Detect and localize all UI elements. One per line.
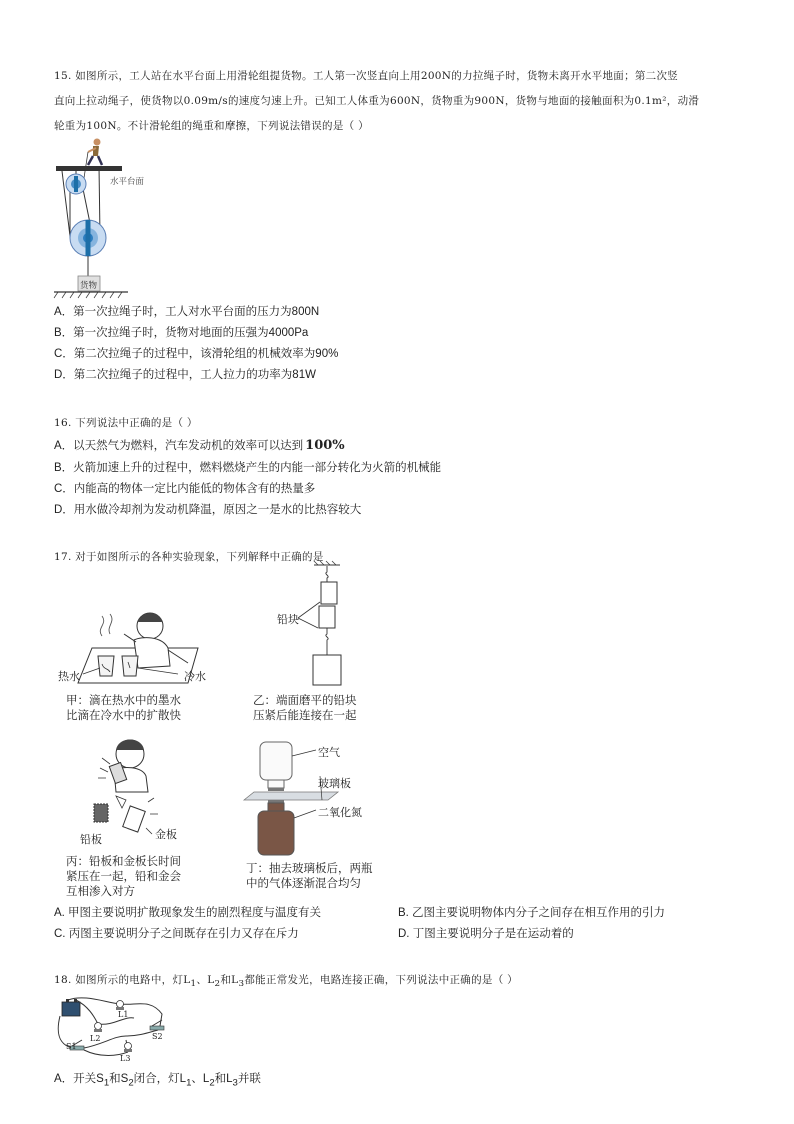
q18-label-l1: L1	[118, 1010, 129, 1019]
q15-option-d[interactable]: D．第二次拉绳子的过程中，工人拉力的功率为81W	[54, 369, 316, 381]
q15-line1: 15. 如图所示，工人站在水平台面上用滑轮组提货物。工人第一次竖直向上用200N的力拉绳子时，货物未离开水平地面；第二次竖	[54, 70, 679, 82]
q17-option-a[interactable]: A. 甲图主要说明扩散现象发生的剧烈程度与温度有关	[54, 907, 322, 919]
q17-cold-water-label: 冷水	[184, 670, 206, 683]
q15-cargo-label: 货物	[80, 281, 98, 291]
q18-label-s2: S2	[152, 1032, 163, 1041]
q16-option-a[interactable]: A．以天然气为燃料，汽车发动机的效率可以达到 100%	[54, 438, 345, 453]
q17-glass-label: 玻璃板	[318, 777, 351, 790]
q15-option-a[interactable]: A．第一次拉绳子时，工人对水平台面的压力为800N	[54, 306, 320, 318]
q15-option-c[interactable]: C．第二次拉绳子的过程中，该滑轮组的机械效率为90%	[54, 348, 339, 360]
q18-number: 18.	[54, 974, 72, 986]
q15-stem	[54, 64, 744, 139]
cold-water-cup	[122, 656, 138, 676]
q17-option-c[interactable]: C. 丙图主要说明分子之间既存在引力又存在斥力	[54, 928, 299, 940]
q15-number: 15.	[54, 70, 72, 82]
platform-bar	[56, 166, 122, 171]
lead-plate	[94, 804, 108, 822]
lamp-l2	[94, 1023, 102, 1033]
nitrogen-dioxide-bottle	[258, 811, 294, 855]
q18-stem: 18. 如图所示的电路中，灯$L_1$、$L_2$和$L_3$都能正常发光，电路连接正确，下列说法中正确的是（ ）	[54, 974, 518, 990]
q15-option-b[interactable]: B．第一次拉绳子时，货物对地面的压强为4000Pa	[54, 327, 309, 339]
q18-circuit-figure	[54, 996, 174, 1064]
switch-s2	[150, 1020, 164, 1030]
q17-option-d[interactable]: D. 丁图主要说明分子是在运动着的	[398, 928, 574, 940]
q18-label-l2: L2	[90, 1034, 101, 1043]
q18-option-a[interactable]: A．开关$S_1$和$S_2$闭合，灯$L_1$、$L_2$和$L_3$并联	[54, 1073, 261, 1089]
q17-fig-yi-caption: 乙：端面磨平的铅块 压紧后能连接在一起	[253, 693, 357, 722]
q17-gold-plate-label: 金板	[155, 828, 177, 841]
q16-stem: 16. 下列说法中正确的是（ ）	[54, 417, 198, 429]
q17-stem: 17. 对于如图所示的各种实验现象，下列解释中正确的是	[54, 551, 324, 563]
q15-line3: 轮重为100N。不计滑轮组的绳重和摩擦，下列说法错误的是（ ）	[54, 120, 369, 132]
gold-plate	[123, 806, 146, 832]
q17-fig-bing	[86, 730, 196, 850]
q17-number: 17.	[54, 551, 72, 563]
battery	[62, 1002, 80, 1016]
hot-water-cup	[98, 656, 114, 676]
q17-lead-label: 铅块	[277, 613, 299, 626]
q16-option-c[interactable]: C．内能高的物体一定比内能低的物体含有的热量多	[54, 483, 316, 495]
air-bottle	[260, 742, 292, 780]
q18-label-l3: L3	[120, 1054, 131, 1063]
q17-fig-bing-caption: 丙：铅板和金板长时间 紧压在一起，铅和金会 互相渗入对方	[66, 854, 181, 898]
q18-label-s1: S1	[66, 1042, 77, 1051]
q17-gas-label: 二氧化氮	[318, 806, 362, 819]
q15-pulley-figure	[52, 138, 182, 300]
q17-lead-pointer	[296, 594, 326, 634]
q16-option-b[interactable]: B．火箭加速上升的过程中，燃料燃烧产生的内能一部分转化为火箭的机械能	[54, 462, 442, 474]
q17-air-label: 空气	[318, 746, 340, 759]
glass-plate	[244, 792, 338, 800]
q17-lead-plate-label: 铅板	[80, 833, 102, 846]
lamp-l3	[124, 1043, 132, 1053]
lamp-l1	[116, 1001, 124, 1011]
q17-option-b[interactable]: B. 乙图主要说明物体内分子之间存在相互作用的引力	[398, 907, 666, 919]
q17-fig-jia-caption: 甲：滴在热水中的墨水 比滴在冷水中的扩散快	[66, 693, 181, 722]
q16-option-d[interactable]: D．用水做冷却剂为发动机降温，原因之一是水的比热容较大	[54, 504, 362, 516]
q17-fig-ding-caption: 丁：抽去玻璃板后，两瓶 中的气体逐渐混合均匀	[246, 861, 373, 890]
q16-number: 16.	[54, 417, 72, 429]
q15-line2: 直向上拉动绳子，使货物以0.09m/s的速度匀速上升。已知工人体重为600N，货物重为900N，货物与地面的接触面积为0.1m²，动滑	[54, 95, 700, 107]
hanging-weight	[313, 655, 341, 685]
q17-hot-water-label: 热水	[58, 670, 80, 683]
q15-platform-label: 水平台面	[110, 177, 145, 187]
q16-option-a-value: 100%	[305, 438, 345, 453]
worker-figure	[88, 139, 102, 166]
